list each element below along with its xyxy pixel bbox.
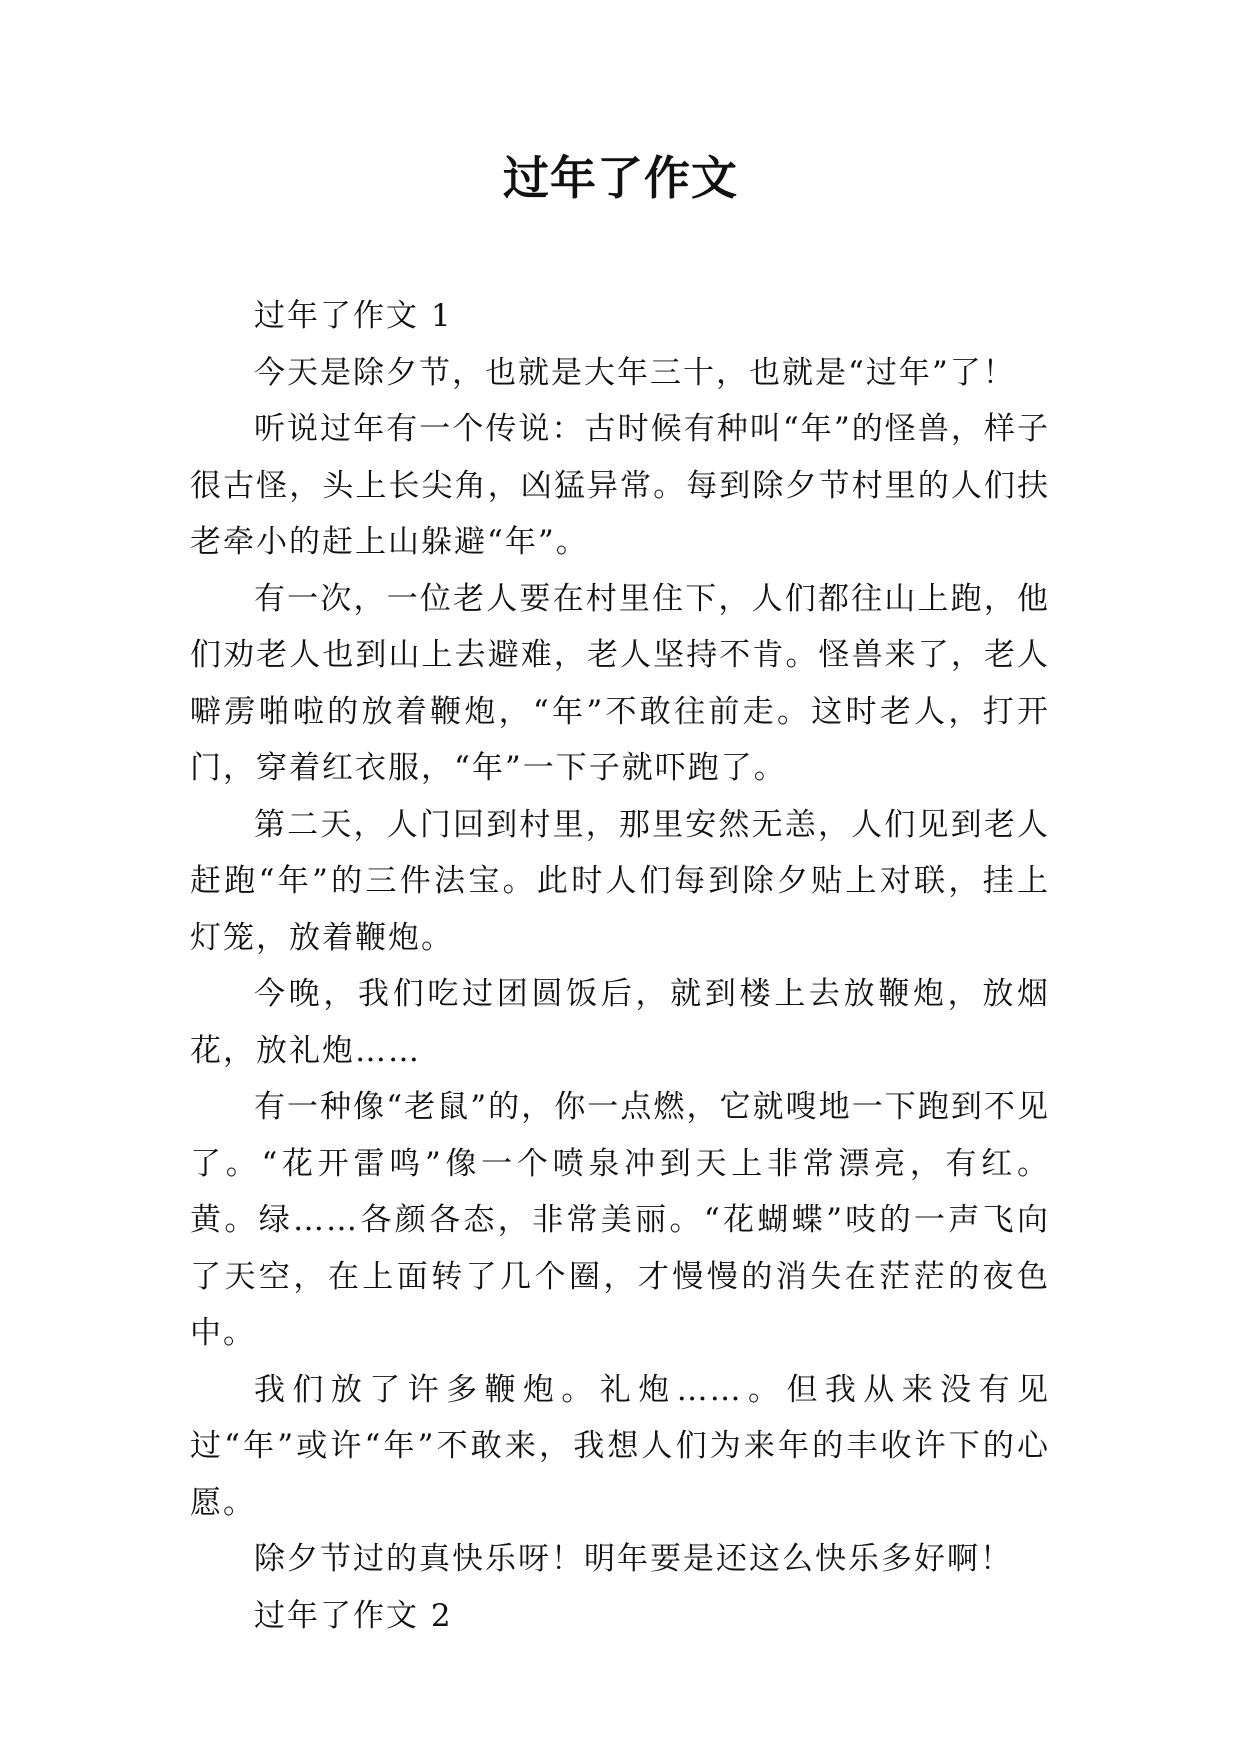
paragraph: 今天是除夕节，也就是大年三十，也就是“过年”了！ [254, 354, 1016, 391]
section-heading-2: 过年了作文 2 [254, 1597, 453, 1634]
paragraph: 除夕节过的真快乐呀！明年要是还这么快乐多好啊！ [254, 1541, 1013, 1577]
document-title: 过年了作文 [503, 151, 738, 205]
paragraph: 第二天，人门回到村里，那里安然无恙，人们见到老人赶跑“年”的三件法宝。此时人们每到除夕贴上对联，挂上灯笼，放着鞭炮。 [190, 806, 1050, 956]
paragraph: 有一种像“老鼠”的，你一点燃，它就嗖地一下跑到不见了。“花开雷鸣”像一个喷泉冲到天上非常漂亮，有红。黄。绿……各颜各态，非常美丽。“花蝴蝶”吱的一声飞向了天空，在上面转了几个圈，才慢慢的消失在茫茫的夜色中。 [190, 1089, 1050, 1351]
paragraph: 我们放了许多鞭炮。礼炮……。但我从来没有见过“年”或许“年”不敢来，我想人们为来年的丰收许下的心愿。 [190, 1371, 1050, 1521]
document-body [190, 288, 1050, 1644]
section-heading-1: 过年了作文 1 [254, 298, 453, 334]
paragraph: 听说过年有一个传说：古时候有种叫“年”的怪兽，样子很古怪，头上长尖角，凶猛异常。每到除夕节村里的人们扶老牵小的赶上山躲避“年”。 [190, 411, 1050, 560]
paragraph: 有一次，一位老人要在村里住下，人们都往山上跑，他们劝老人也到山上去避难，老人坚持不肯。怪兽来了，老人噼雳啪啦的放着鞭炮，“年”不敢往前走。这时老人，打开门，穿着红衣服，“年”一下子就吓跑了。 [190, 580, 1050, 786]
paragraph: 今晚，我们吃过团圆饭后，就到楼上去放鞭炮，放烟花，放礼炮…… [190, 976, 1050, 1069]
